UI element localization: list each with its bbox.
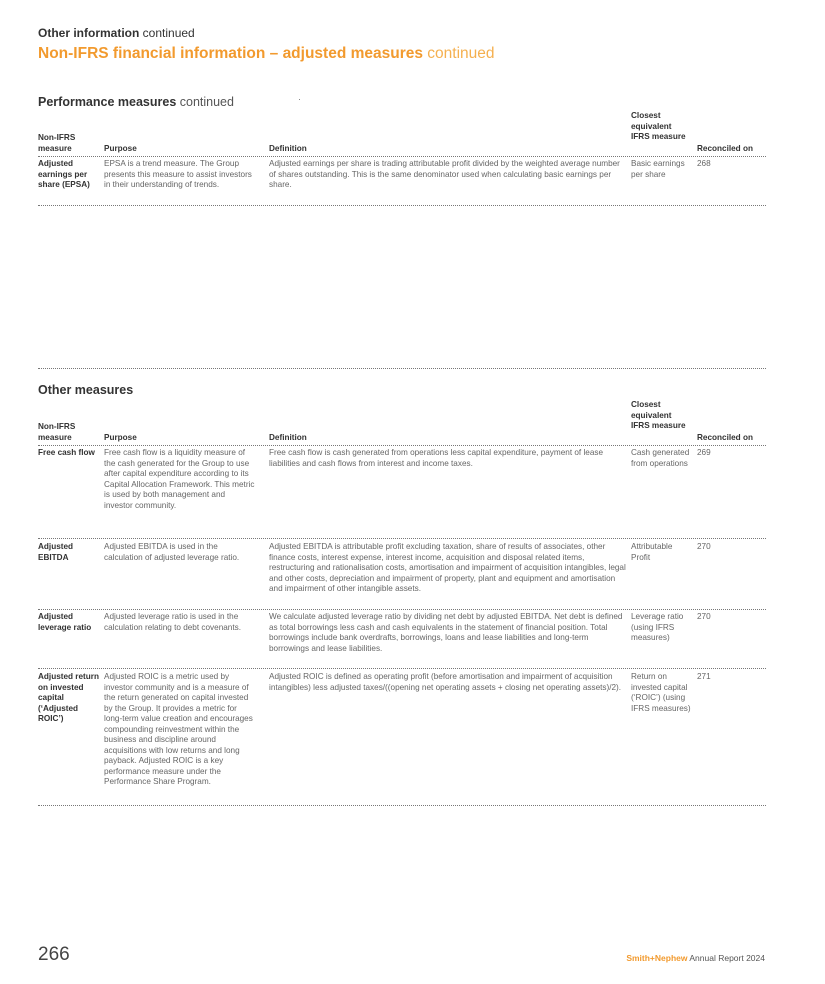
purpose-cell: EPSA is a trend measure. The Group presents this measure to assist investors in their understanding of trends.	[104, 159, 252, 189]
measure-cell: Free cash flow	[38, 448, 95, 457]
stray-dot	[299, 99, 300, 100]
measure-cell: Adjusted EBITDA	[38, 542, 74, 562]
column-header-purpose: Purpose	[104, 144, 137, 153]
ifrs-cell: Cash generated from operations	[631, 448, 690, 468]
performance-measures-title	[38, 95, 234, 109]
definition-cell: Adjusted earnings per share is trading attributable profit divided by the weighted average number of shares outstanding. This is the same denominator used when calculating basic earnings per share.	[269, 159, 620, 189]
column-header-definition: Definition	[269, 433, 307, 442]
measure-cell: Adjusted earnings per share (EPSA)	[38, 159, 90, 189]
page-cell: 270	[697, 542, 711, 551]
other-measures-title	[38, 383, 133, 397]
header-rule	[38, 445, 766, 446]
other-measures-table	[38, 400, 766, 810]
ifrs-cell: Attributable Profit	[631, 542, 673, 562]
row-rule	[38, 609, 766, 610]
performance-measures-table	[38, 111, 766, 207]
page-title-bold: Non-IFRS financial information – adjusted measures	[38, 45, 423, 62]
section-label-bold: Other information	[38, 26, 140, 40]
ifrs-cell: Return on invested capital (‘ROIC’) (using IFRS measures)	[631, 672, 691, 713]
purpose-cell: Adjusted EBITDA is used in the calculation of adjusted leverage ratio.	[104, 542, 240, 562]
definition-cell: Free cash flow is cash generated from operations less capital expenditure, payment of lease liabilities and cash flows from interest and income taxes.	[269, 448, 604, 468]
header-rule	[38, 156, 766, 157]
page-number: 266	[38, 944, 70, 965]
row-rule	[38, 805, 766, 806]
section-divider	[38, 368, 766, 369]
ifrs-cell: Basic earnings per share	[631, 159, 685, 179]
section-label	[38, 26, 195, 40]
measure-cell: Adjusted leverage ratio	[38, 612, 92, 632]
footer-brand	[626, 953, 765, 963]
performance-title-continued: continued	[176, 95, 234, 109]
column-header-ifrs: Closest equivalent IFRS measure	[631, 400, 686, 430]
section-label-continued: continued	[139, 26, 195, 40]
column-header-definition: Definition	[269, 144, 307, 153]
column-header-ifrs: Closest equivalent IFRS measure	[631, 111, 686, 141]
other-title-bold: Other measures	[38, 383, 134, 397]
page-cell: 269	[697, 448, 711, 457]
page-cell: 270	[697, 612, 711, 621]
purpose-cell: Free cash flow is a liquidity measure of the cash generated for the Group to use after capital expenditure according to its Capital Allocation Framework. This metric is used by both management and investor community.	[104, 448, 255, 510]
column-header-measure: Non-IFRS measure	[38, 133, 76, 153]
column-header-purpose: Purpose	[104, 433, 137, 442]
measure-cell: Adjusted return on invested capital (‘Adjusted ROIC’)	[38, 672, 99, 723]
row-rule	[38, 668, 766, 669]
page-cell: 268	[697, 159, 711, 168]
column-header-reconciled: Reconciled on	[697, 144, 753, 153]
column-header-measure: Non-IFRS measure	[38, 422, 76, 442]
column-header-reconciled: Reconciled on	[697, 433, 753, 442]
row-rule	[38, 205, 766, 206]
purpose-cell: Adjusted leverage ratio is used in the calculation relating to debt covenants.	[104, 612, 242, 632]
brand-name: Smith+Nephew	[626, 953, 688, 963]
ifrs-cell: Leverage ratio (using IFRS measures)	[631, 612, 684, 642]
page-title-continued: continued	[423, 45, 495, 62]
report-name: Annual Report 2024	[687, 953, 765, 963]
purpose-cell: Adjusted ROIC is a metric used by investor community and is a measure of the return generated on capital invested by the Group. It provides a metric for long-term value creation and encourages compounding reinvestment within the business and discipline around acquisitions with low returns and long payback. Adjusted ROIC is a key performance measure under the Performance Share Program.	[104, 672, 253, 786]
page-cell: 271	[697, 672, 711, 681]
definition-cell: We calculate adjusted leverage ratio by dividing net debt by adjusted EBITDA. Net debt is defined as total borrowings less cash and cash equivalents in the statement of financial position. Total borrowings include bank overdrafts, borrowings, loans and lease liabilities and long-term borrowings and lease liabilities.	[269, 612, 623, 653]
performance-title-bold: Performance measures	[38, 95, 177, 109]
row-rule	[38, 538, 766, 539]
definition-cell: Adjusted EBITDA is attributable profit excluding taxation, share of results of associates, other finance costs, interest expense, interest income, acquisition and disposal related items, restructuring and rationalisation costs, amortisation and impairment of acquisition intangibles, legal and other costs, depreciation and impairment of property, plant and equipment and amortisation and impairment of other intangible assets.	[269, 542, 626, 593]
page-title	[38, 45, 495, 63]
definition-cell: Adjusted ROIC is defined as operating profit (before amortisation and impairment of acquisition intangibles) less adjusted taxes/((opening net operating assets + closing net operating assets)/2).	[269, 672, 622, 692]
